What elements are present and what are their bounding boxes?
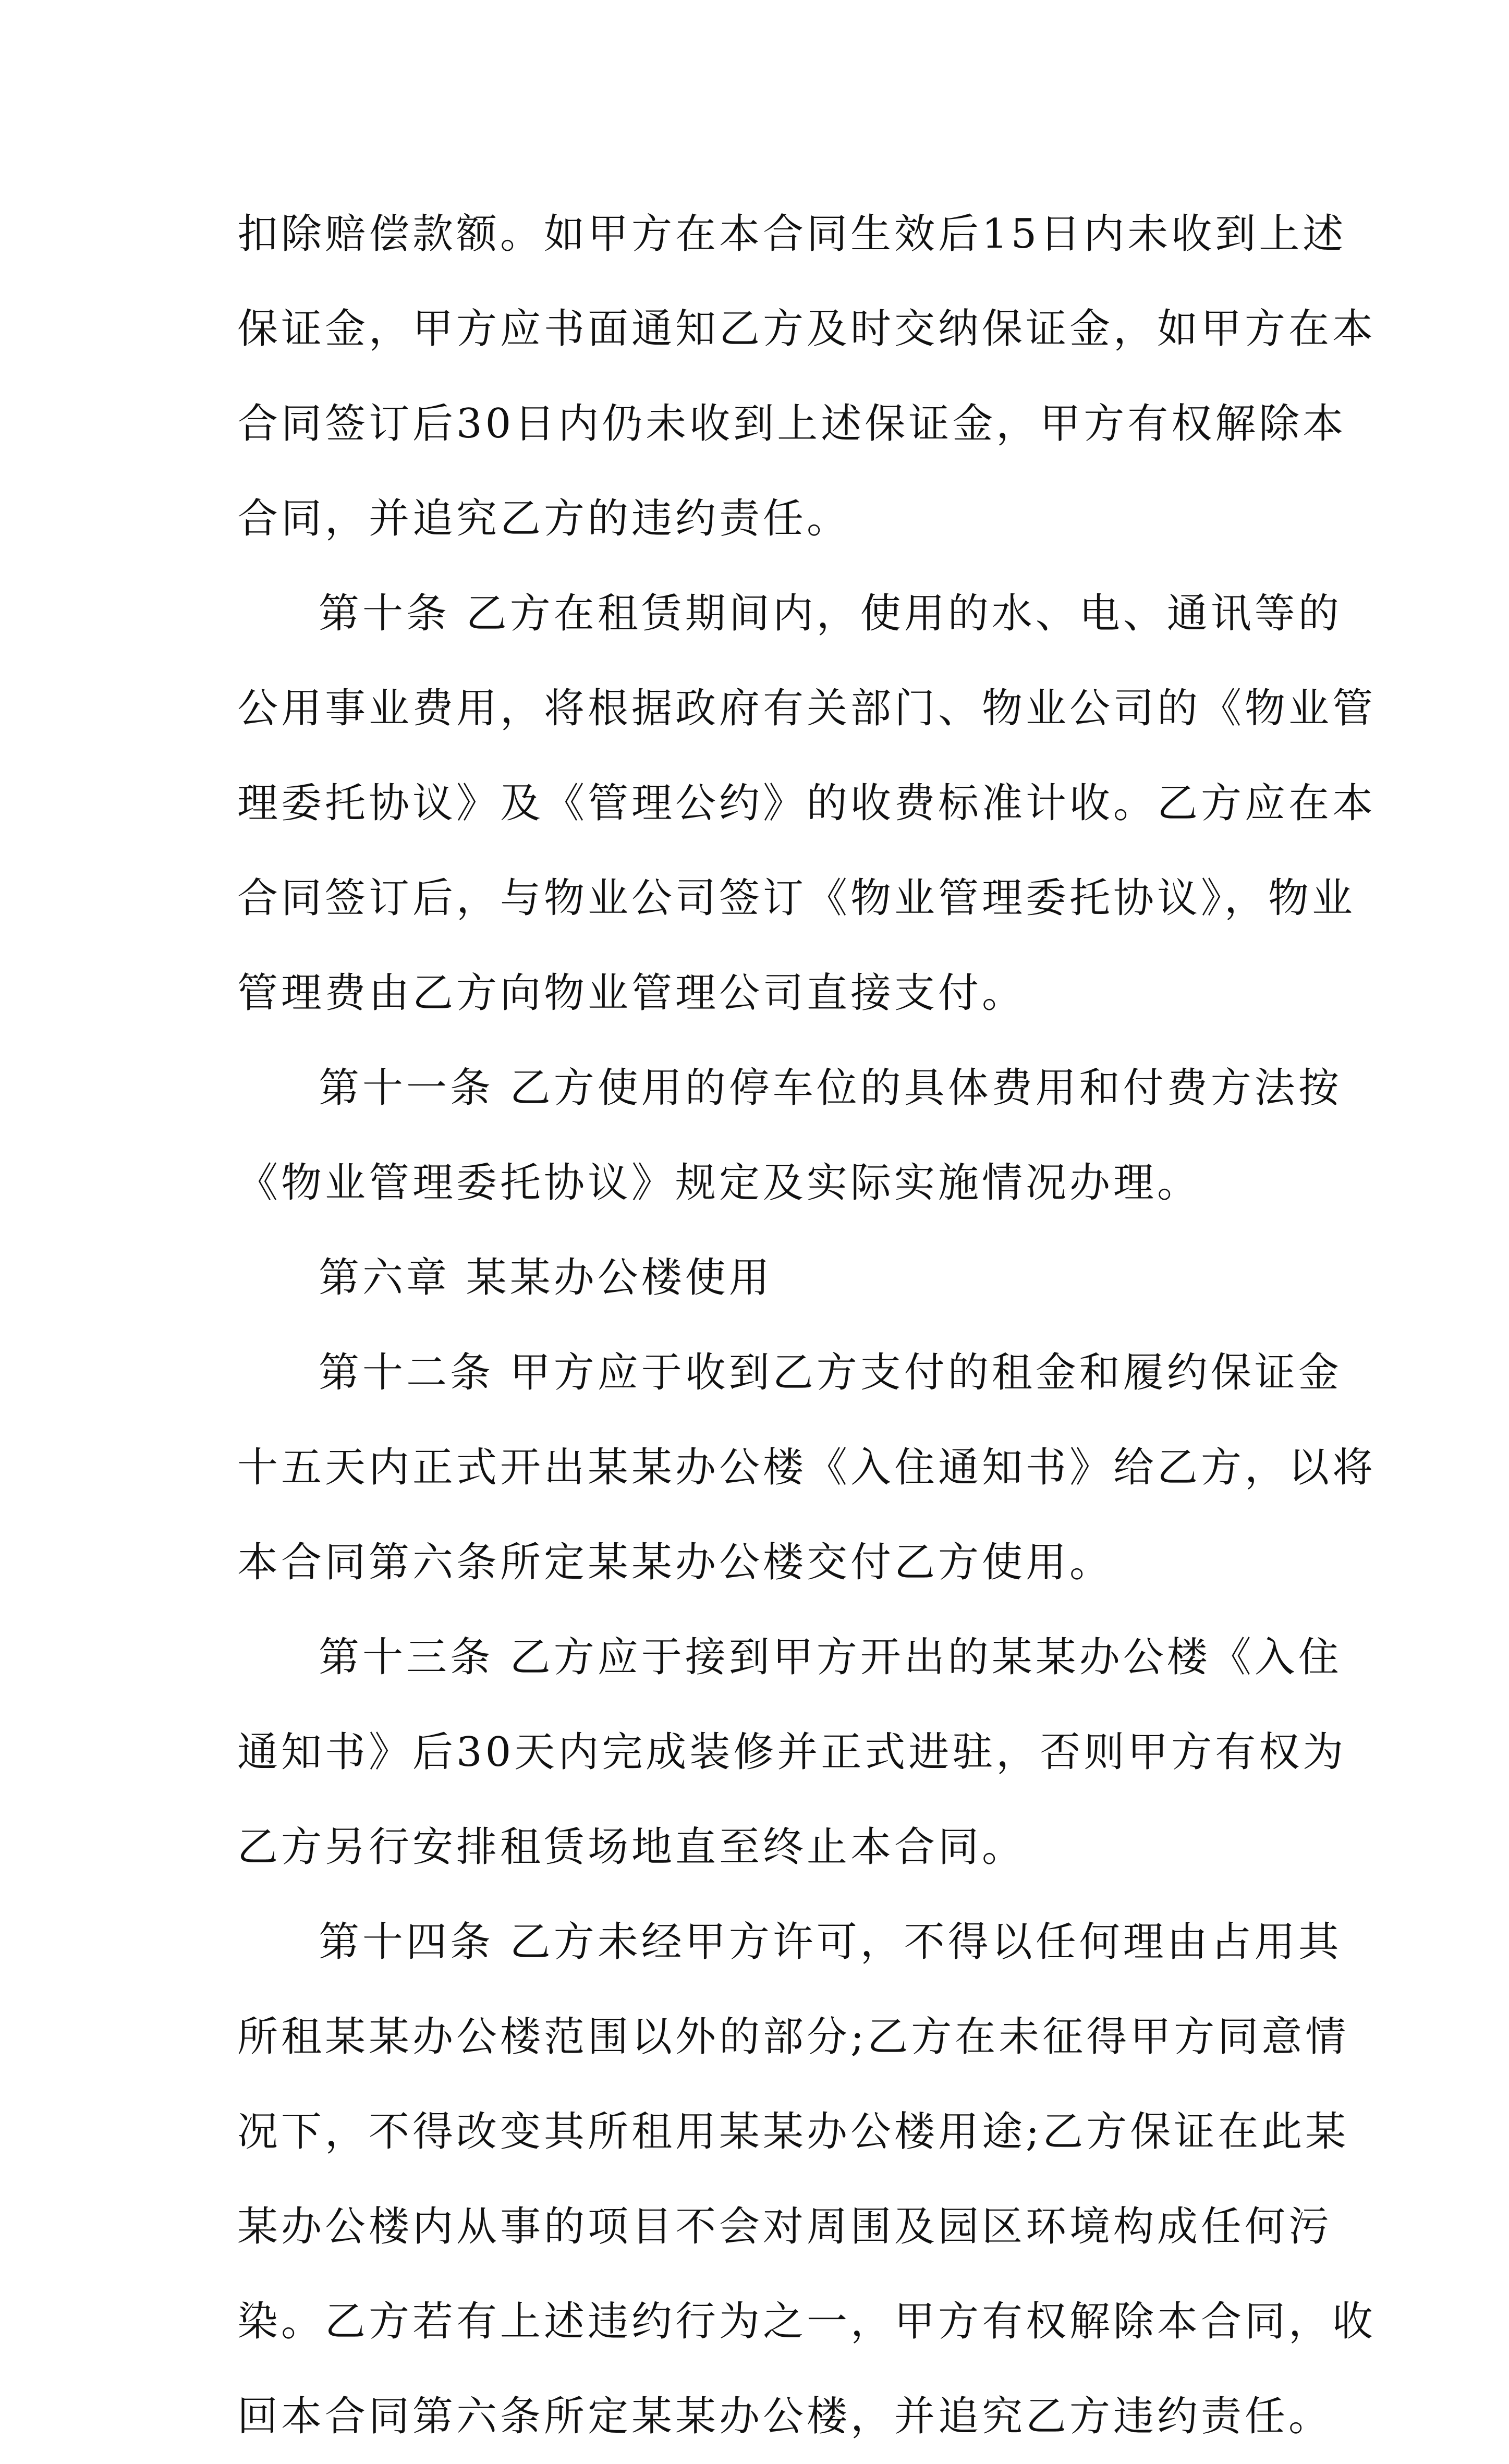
text-line: 管理费由乙方向物业管理公司直接支付。 xyxy=(237,970,1026,1017)
text-line: 十五天内正式开出某某办公楼《入住通知书》给乙方，以将 xyxy=(237,1444,1377,1491)
text-line: 扣除赔偿款额。如甲方在本合同生效后15日内未收到上述 xyxy=(237,211,1347,258)
text-line: 回本合同第六条所定某某办公楼，并追究乙方违约责任。 xyxy=(237,2393,1333,2440)
text-line: 合同签订后30日内仍未收到上述保证金，甲方有权解除本 xyxy=(237,400,1347,447)
article-10-heading-line: 第十条 乙方在租赁期间内，使用的水、电、通讯等的 xyxy=(319,590,1342,637)
article-11-heading-line: 第十一条 乙方使用的停车位的具体费用和付费方法按 xyxy=(319,1065,1342,1112)
article-13-heading-line: 第十三条 乙方应于接到甲方开出的某某办公楼《入住 xyxy=(319,1634,1342,1681)
text-line: 所租某某办公楼范围以外的部分;乙方在未征得甲方同意情 xyxy=(237,2014,1349,2060)
text-line: 通知书》后30天内完成装修并正式进驻，否则甲方有权为 xyxy=(237,1729,1347,1776)
text-line: 保证金，甲方应书面通知乙方及时交纳保证金，如甲方在本 xyxy=(237,306,1377,352)
article-12-heading-line: 第十二条 甲方应于收到乙方支付的租金和履约保证金 xyxy=(319,1349,1342,1396)
article-14-heading-line: 第十四条 乙方未经甲方许可，不得以任何理由占用其 xyxy=(319,1919,1342,1966)
text-line: 合同，并追究乙方的违约责任。 xyxy=(237,495,851,542)
document-body xyxy=(237,187,1377,2464)
text-line: 染。乙方若有上述违约行为之一，甲方有权解除本合同，收 xyxy=(237,2298,1377,2345)
text-line: 公用事业费用，将根据政府有关部门、物业公司的《物业管 xyxy=(237,685,1377,732)
text-line: 况下，不得改变其所租用某某办公楼用途;乙方保证在此某 xyxy=(237,2108,1349,2155)
text-line: 《物业管理委托协议》规定及实际实施情况办理。 xyxy=(237,1160,1201,1206)
text-line: 合同签订后，与物业公司签订《物业管理委托协议》，物业 xyxy=(237,875,1356,922)
chapter-6-heading: 第六章 某某办公楼使用 xyxy=(319,1254,773,1301)
text-line: 本合同第六条所定某某办公楼交付乙方使用。 xyxy=(237,1539,1114,1586)
text-line: 理委托协议》及《管理公约》的收费标准计收。乙方应在本 xyxy=(237,780,1377,827)
text-line: 某办公楼内从事的项目不会对周围及园区环境构成任何污 xyxy=(237,2203,1333,2250)
text-line: 乙方另行安排租赁场地直至终止本合同。 xyxy=(237,1824,1026,1871)
